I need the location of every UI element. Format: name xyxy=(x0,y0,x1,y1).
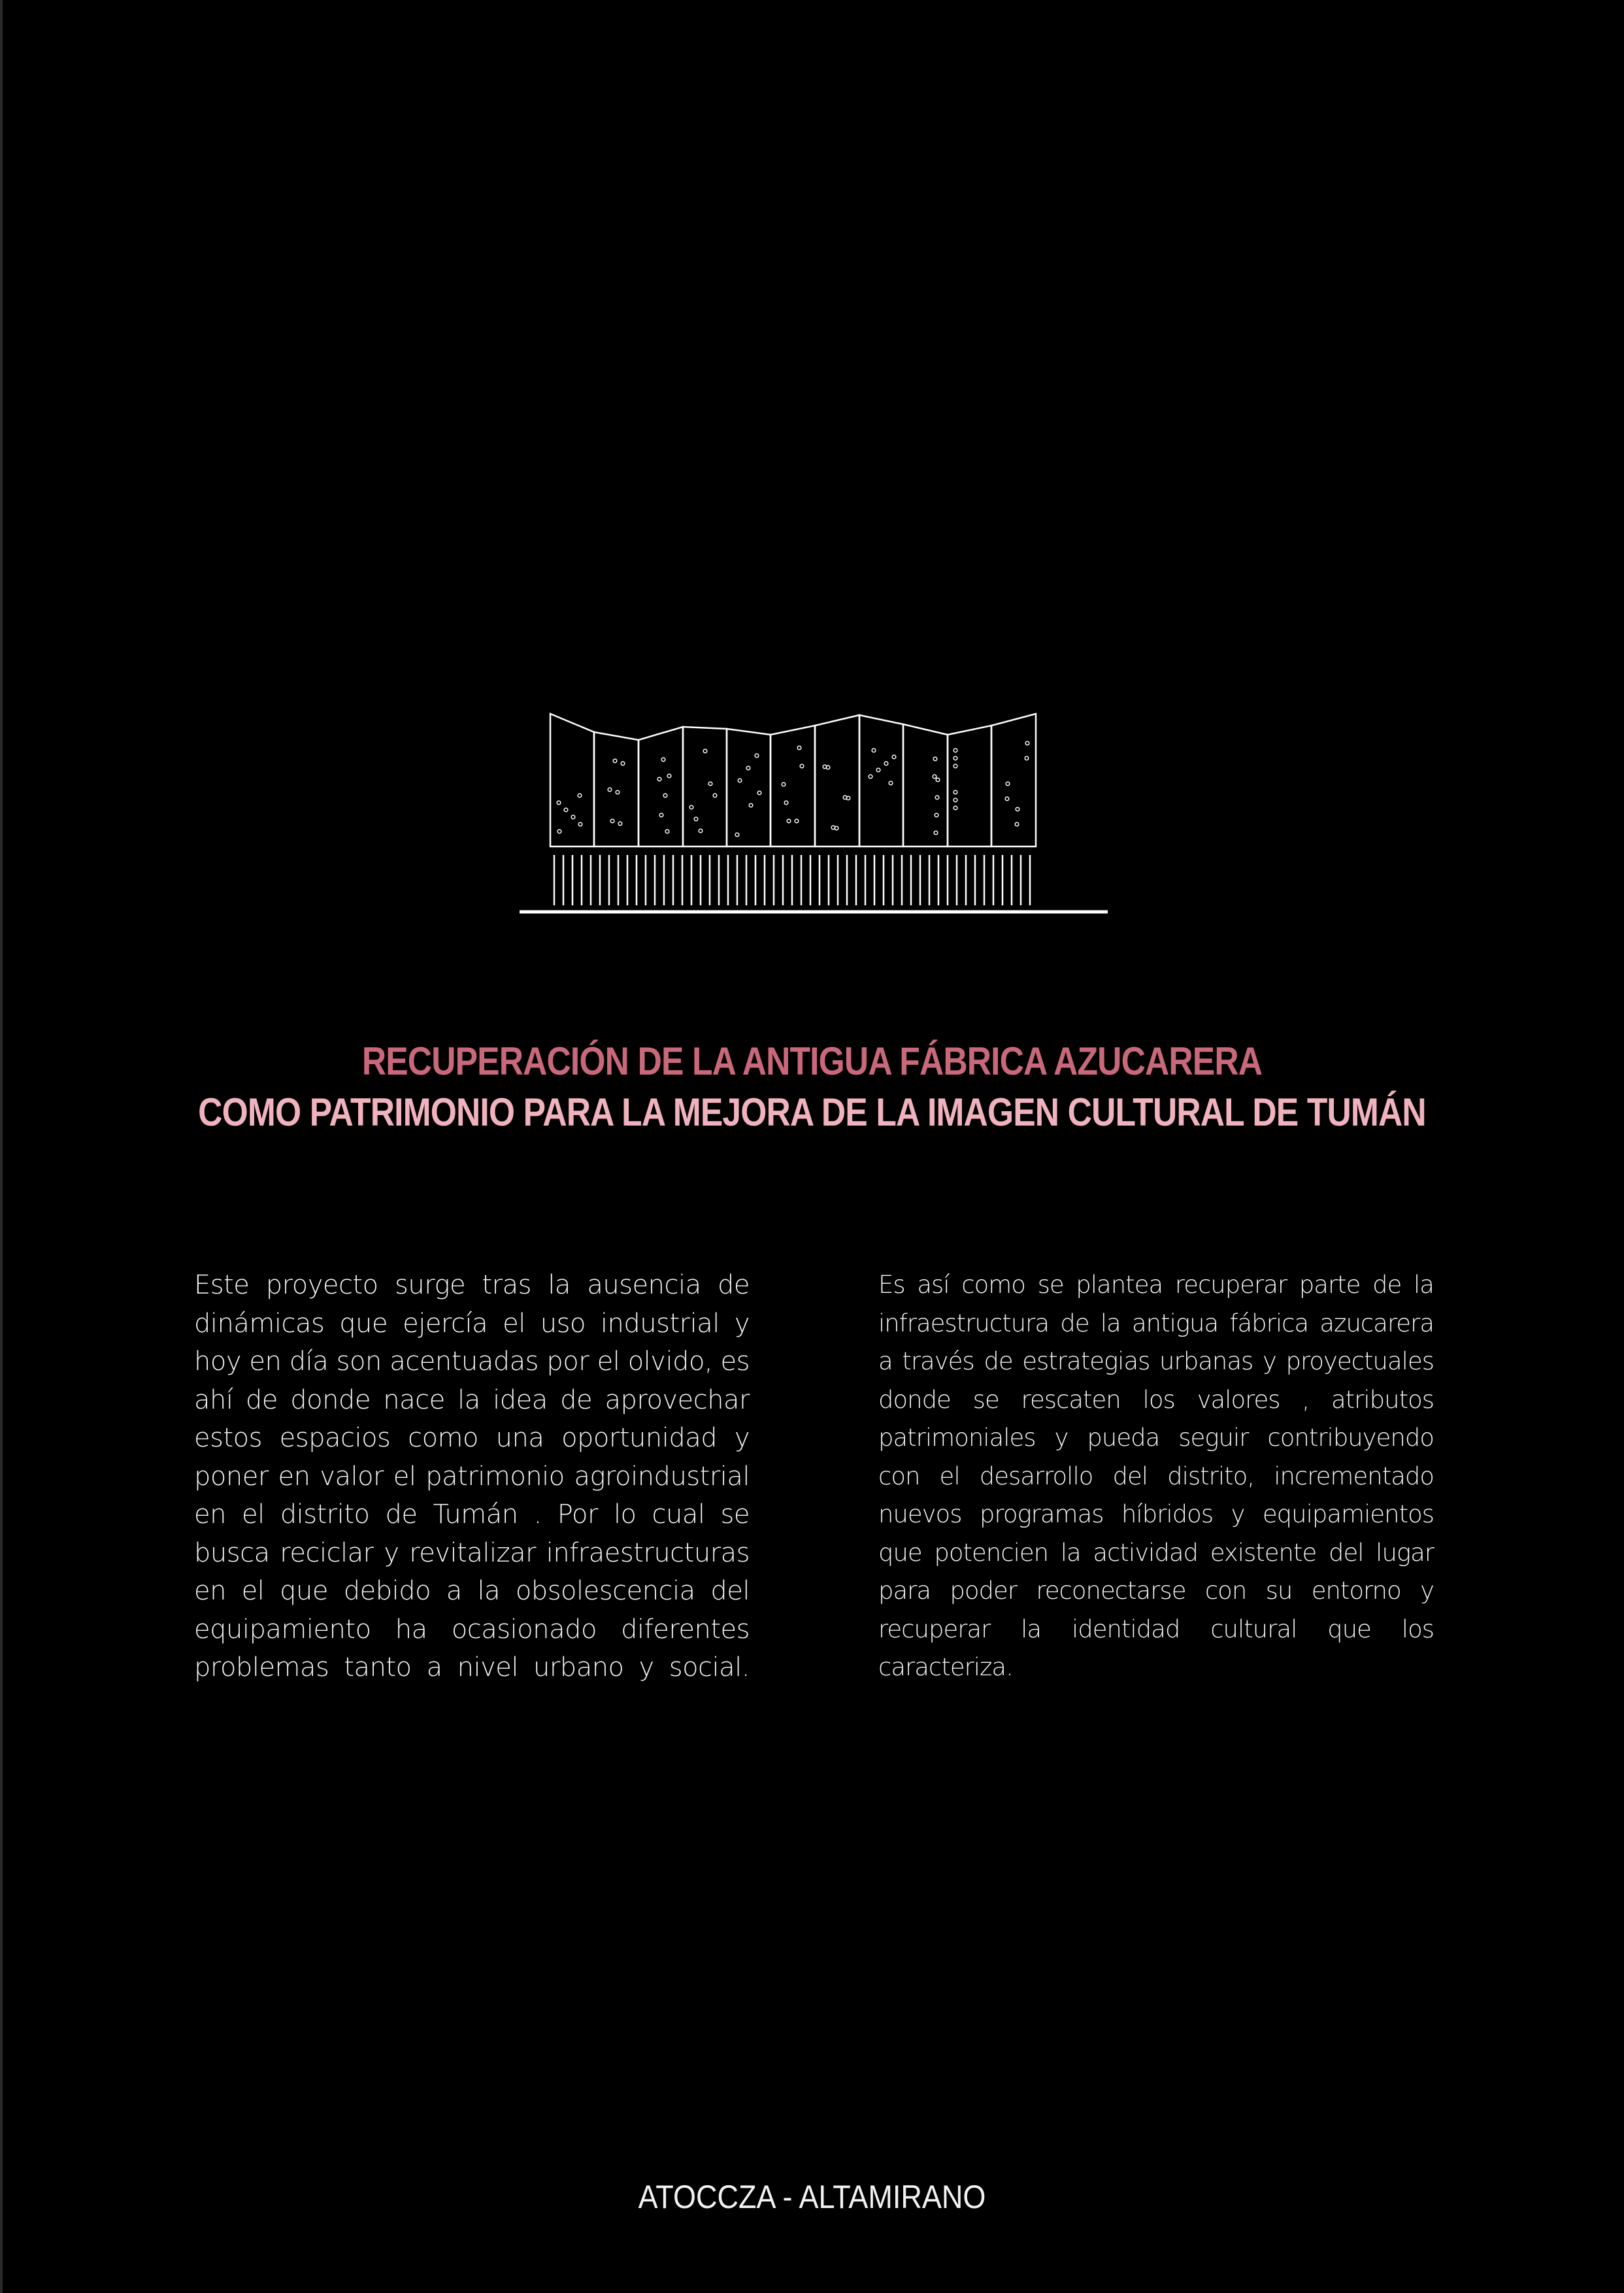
facade-perforation xyxy=(933,757,937,761)
factory-facade-icon xyxy=(516,706,1111,922)
facade-panel xyxy=(727,729,771,846)
project-title xyxy=(114,1036,1510,1138)
facade-perforation xyxy=(659,813,663,817)
authors-footer: ATOCCZA - ALTAMIRANO xyxy=(638,2179,986,2215)
facade-perforation xyxy=(933,775,936,778)
facade-perforation xyxy=(934,831,938,835)
facade-perforation xyxy=(797,746,801,750)
facade-perforation xyxy=(694,817,698,821)
facade-perforation xyxy=(621,762,625,765)
facade-perforation xyxy=(610,819,614,823)
facade-perforation xyxy=(755,754,759,758)
facade-perforation xyxy=(735,833,739,837)
facade-perforation xyxy=(953,748,957,752)
facade-perforation xyxy=(661,758,665,762)
facade-perforation xyxy=(800,764,804,768)
facade-panel xyxy=(948,726,991,846)
facade-perforation xyxy=(936,778,940,782)
facade-perforation xyxy=(1006,782,1010,786)
facade-perforation xyxy=(953,790,957,794)
facade-perforation xyxy=(608,788,612,792)
facade-perforation xyxy=(665,829,669,833)
facade-perforation xyxy=(892,755,896,759)
facade-perforation xyxy=(746,766,750,770)
facade-perforation xyxy=(889,781,893,785)
facade-perforation xyxy=(876,768,880,772)
facade-perforation xyxy=(557,829,561,833)
facade-perforation xyxy=(953,806,957,810)
facade-panel xyxy=(903,724,948,846)
facade-perforation xyxy=(738,778,742,782)
facade-perforation xyxy=(708,782,712,786)
facade-perforation xyxy=(1016,807,1019,811)
paragraph-text: Es así como se plantea recuperar parte de la infraestructura de la antigua fábrica azucarera a través de estrategias urbanas y proyectuales donde se rescaten los valores , atributos patrimoniales y pueda seguir contribuyendo con el desarrollo del distrito, incrementado nuevos programas híbridos y equipamientos que potencien la actividad existente del lugar para poder reconectarse con su entorno y recuperar la identidad cultural que los caracteriza. xyxy=(878,1271,1434,1681)
facade-perforation xyxy=(782,782,786,786)
facade-perforation xyxy=(613,759,617,763)
facade-perforation xyxy=(667,774,671,778)
facade-perforation xyxy=(703,749,707,753)
facade-perforation xyxy=(757,791,761,795)
facade-perforation xyxy=(784,801,788,805)
facade-panel xyxy=(683,727,727,846)
facade-perforation xyxy=(578,794,582,797)
facade-perforation xyxy=(1025,756,1029,760)
title-line-1: RECUPERACIÓN DE LA ANTIGUA FÁBRICA AZUCARERA xyxy=(361,1039,1263,1083)
facade-perforation xyxy=(657,777,661,781)
title-line-2: COMO PATRIMONIO PARA LA MEJORA DE LA IMAGEN CULTURAL DE TUMÁN xyxy=(198,1090,1426,1134)
facade-perforation xyxy=(884,762,888,765)
facade-perforation xyxy=(935,813,938,817)
facade-panel xyxy=(771,726,815,846)
facade-perforation xyxy=(689,805,693,809)
facade-panel xyxy=(550,714,594,846)
facade-perforation xyxy=(616,790,620,794)
facade-perforation xyxy=(663,794,667,797)
facade-perforation xyxy=(571,815,575,819)
facade-panel xyxy=(638,727,683,846)
facade-perforation xyxy=(787,819,791,823)
intro-paragraph-left xyxy=(194,1266,750,1687)
page-edge xyxy=(0,0,3,2293)
paragraph-text: Este proyecto surge tras la ausencia de dinámicas que ejercía el uso industrial y hoy en día son acentuadas por el olvido, es ahí de donde nace la idea de aprovechar estos espacios como una oportunidad y poner en valor el patrimonio agroindustrial en el distrito de Tumán . Por lo cual se busca reciclar y revitalizar infraestructuras en el que debido a la obsolescencia del equipamiento ha ocasionado diferentes problemas tanto a nivel urbano y social. xyxy=(194,1270,750,1682)
facade-perforation xyxy=(618,822,622,826)
facade-perforation xyxy=(713,794,717,797)
facade-panel xyxy=(594,732,638,846)
facade-perforation xyxy=(935,795,939,799)
intro-paragraph-right xyxy=(878,1266,1434,1687)
facade-perforation xyxy=(557,801,561,805)
facade-panel xyxy=(991,714,1036,846)
facade-perforation xyxy=(953,764,957,768)
facade-perforation xyxy=(953,798,957,802)
facade-perforation xyxy=(1025,741,1029,745)
facade-perforation xyxy=(872,748,876,752)
facade-perforation xyxy=(699,829,703,833)
facade-panel xyxy=(859,715,903,846)
facade-perforation xyxy=(564,808,568,812)
facade-perforation xyxy=(749,803,753,807)
facade-perforation xyxy=(869,775,872,778)
facade-perforation xyxy=(578,822,582,826)
facade-perforation xyxy=(1015,822,1019,826)
facade-perforation xyxy=(1005,797,1009,801)
facade-perforation xyxy=(953,756,957,760)
facade-perforation xyxy=(795,819,799,823)
